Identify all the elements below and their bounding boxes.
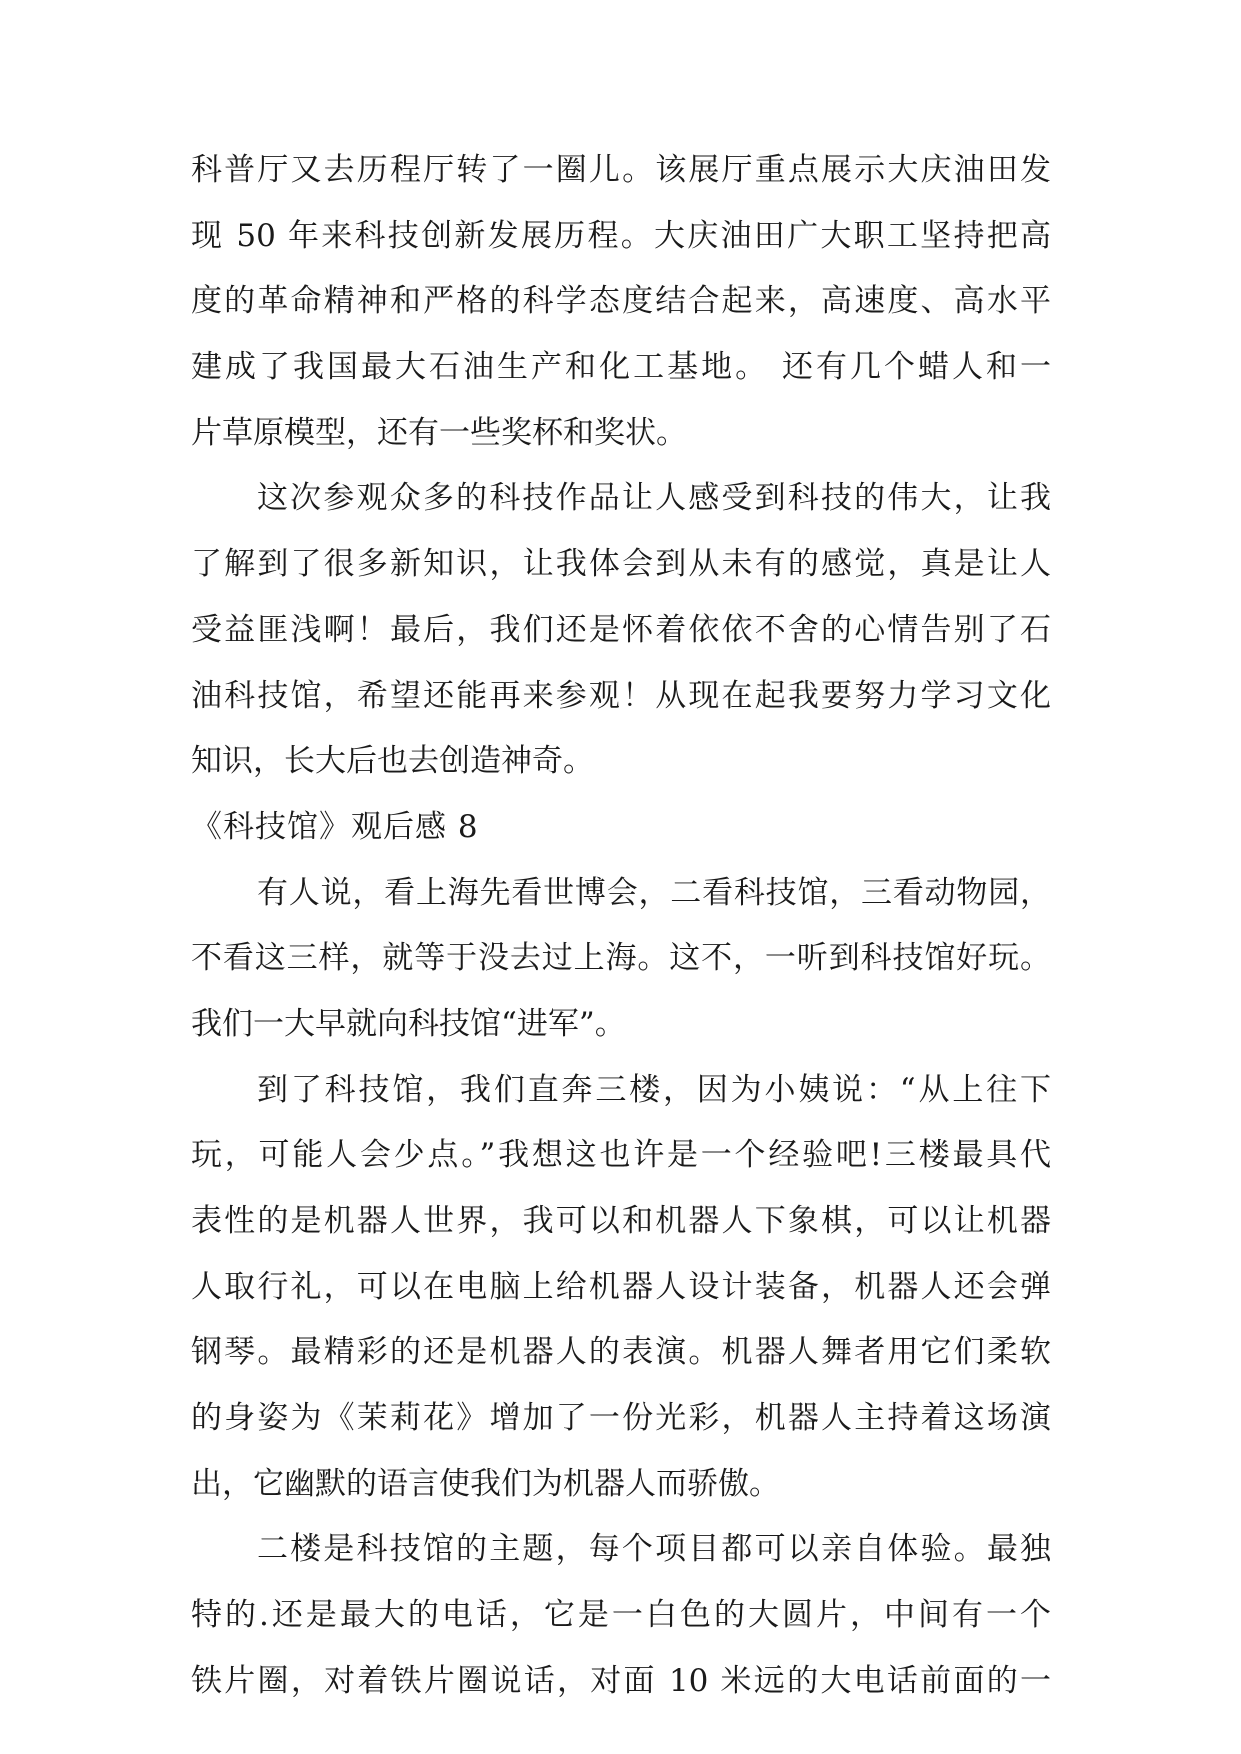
document-body <box>191 138 1051 1715</box>
paragraph-start-line: 二楼是科技馆的主题，每个项目都可以亲自体验。最独 <box>257 1531 1051 1568</box>
text-line: 度的革命精神和严格的科学态度结合起来，高速度、高水平 <box>191 283 1051 320</box>
text-line: 受益匪浅啊！最后，我们还是怀着依依不舍的心情告别了石 <box>191 611 1051 648</box>
text-line: 出，它幽默的语言使我们为机器人而骄傲。 <box>191 1465 780 1502</box>
text-line: 油科技馆，希望还能再来参观！从现在起我要努力学习文化 <box>191 677 1051 714</box>
text-line: 科普厅又去历程厅转了一圈儿。该展厅重点展示大庆油田发 <box>191 152 1051 188</box>
text-line: 现 50 年来科技创新发展历程。大庆油田广大职工坚持把高 <box>191 217 1051 254</box>
text-line: 了解到了很多新知识，让我体会到从未有的感觉，真是让人 <box>191 546 1051 583</box>
text-line: 片草原模型，还有一些奖杯和奖状。 <box>191 414 687 451</box>
paragraph-start-line: 有人说，看上海先看世博会，二看科技馆，三看动物园， <box>257 874 1051 911</box>
text-line: 建成了我国最大石油生产和化工基地。 还有几个蜡人和一 <box>191 349 1051 386</box>
section-heading: 《科技馆》观后感 8 <box>191 808 479 845</box>
text-line: 表性的是机器人世界，我可以和机器人下象棋，可以让机器 <box>191 1203 1051 1239</box>
text-line: 玩，可能人会少点。”我想这也许是一个经验吧!三楼最具代 <box>191 1137 1051 1174</box>
text-line: 铁片圈，对着铁片圈说话，对面 10 米远的大电话前面的一 <box>191 1662 1051 1699</box>
paragraph-start-line: 这次参观众多的科技作品让人感受到科技的伟大，让我 <box>257 480 1051 517</box>
text-line: 的身姿为《茉莉花》增加了一份光彩，机器人主持着这场演 <box>191 1400 1051 1437</box>
text-line: 特的.还是最大的电话，它是一白色的大圆片，中间有一个 <box>191 1597 1051 1634</box>
text-line: 钢琴。最精彩的还是机器人的表演。机器人舞者用它们柔软 <box>191 1334 1051 1371</box>
text-line: 我们一大早就向科技馆“进军”。 <box>191 1005 626 1042</box>
text-line: 不看这三样，就等于没去过上海。这不，一听到科技馆好玩。 <box>191 940 1051 977</box>
text-line: 人取行礼，可以在电脑上给机器人设计装备，机器人还会弹 <box>191 1268 1051 1305</box>
text-line: 知识，长大后也去创造神奇。 <box>191 743 594 780</box>
paragraph-start-line: 到了科技馆，我们直奔三楼，因为小姨说：“从上往下 <box>257 1071 1051 1108</box>
